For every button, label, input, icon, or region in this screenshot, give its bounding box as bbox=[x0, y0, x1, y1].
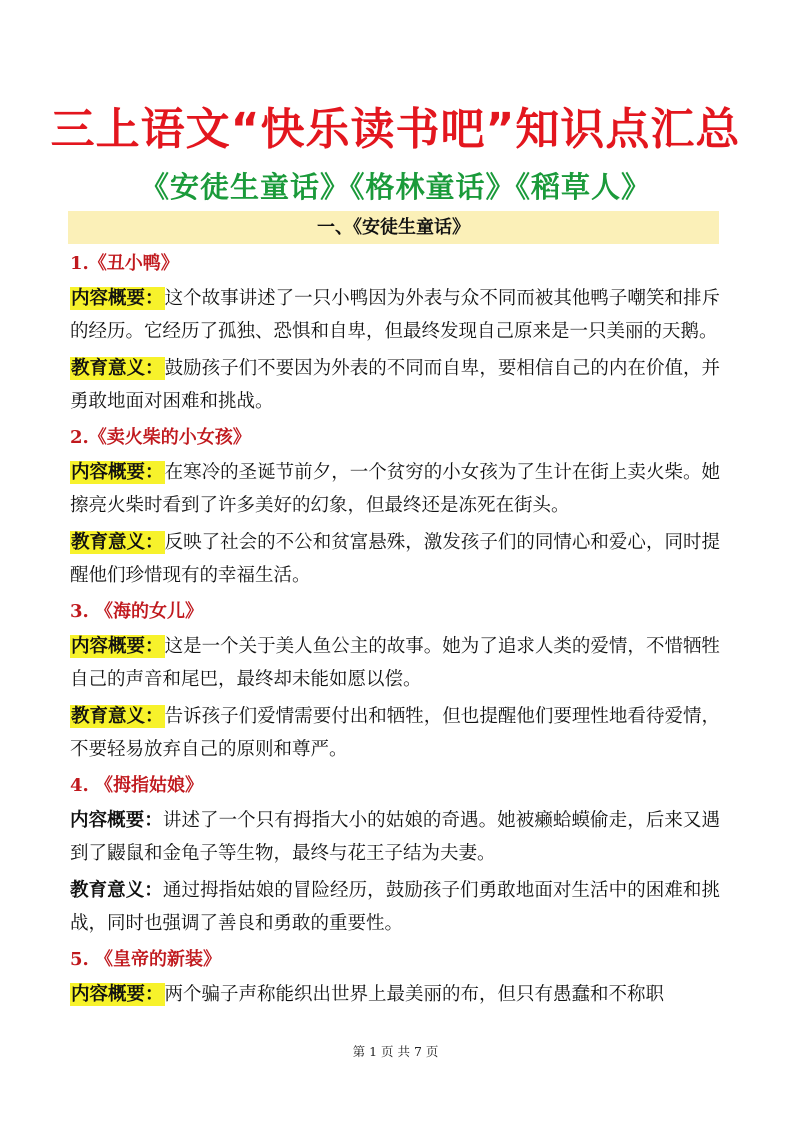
story-summary bbox=[70, 456, 720, 522]
story-title: 4. 《拇指姑娘》 bbox=[70, 775, 204, 796]
meaning-label: 教育意义： bbox=[71, 358, 164, 379]
summary-label: 内容概要： bbox=[70, 810, 163, 831]
meaning-text: 通过拇指姑娘的冒险经历，鼓励孩子们勇敢地面对生活中的困难和挑战，同时也强调了善良和勇敢的重要性。 bbox=[70, 880, 720, 934]
story-meaning bbox=[70, 700, 720, 766]
story-title: 2.《卖火柴的小女孩》 bbox=[70, 427, 251, 448]
summary-label: 内容概要： bbox=[71, 984, 164, 1005]
story-list bbox=[70, 246, 720, 1015]
meaning-text: 鼓励孩子们不要因为外表的不同而自卑，要相信自己的内在价值，并勇敢地面对困难和挑战。 bbox=[70, 358, 720, 412]
story-meaning bbox=[70, 352, 720, 418]
meaning-text: 告诉孩子们爱情需要付出和牺牲，但也提醒他们要理性地看待爱情，不要轻易放弃自己的原则和尊严。 bbox=[70, 706, 720, 760]
section-header bbox=[68, 211, 719, 244]
story-title: 5. 《皇帝的新装》 bbox=[70, 949, 222, 970]
summary-text: 两个骗子声称能织出世界上最美丽的布，但只有愚蠢和不称职 bbox=[164, 984, 665, 1005]
section-title: 一、《安徒生童话》 bbox=[317, 217, 470, 238]
summary-text: 这是一个关于美人鱼公主的故事。她为了追求人类的爱情，不惜牺牲自己的声音和尾巴，最终却未能如愿以偿。 bbox=[70, 636, 720, 690]
story-title: 3. 《海的女儿》 bbox=[70, 601, 204, 622]
story-summary bbox=[70, 282, 720, 348]
meaning-label: 教育意义： bbox=[71, 706, 164, 727]
story-summary bbox=[70, 978, 720, 1011]
story-summary bbox=[70, 630, 720, 696]
story-meaning bbox=[70, 874, 720, 940]
meaning-text: 反映了社会的不公和贫富悬殊，激发孩子们的同情心和爱心，同时提醒他们珍惜现有的幸福生活。 bbox=[70, 532, 720, 586]
summary-text: 讲述了一个只有拇指大小的姑娘的奇遇。她被癞蛤蟆偷走，后来又遇到了鼹鼠和金龟子等生物，最终与花王子结为夫妻。 bbox=[70, 810, 720, 864]
story-meaning bbox=[70, 526, 720, 592]
story-summary bbox=[70, 804, 720, 870]
summary-label: 内容概要： bbox=[71, 288, 164, 309]
story-title: 1.《丑小鸭》 bbox=[70, 253, 179, 274]
summary-text: 在寒冷的圣诞节前夕，一个贫穷的小女孩为了生计在街上卖火柴。她擦亮火柴时看到了许多美好的幻象，但最终还是冻死在街头。 bbox=[70, 462, 720, 516]
meaning-label: 教育意义： bbox=[70, 880, 163, 901]
summary-label: 内容概要： bbox=[71, 636, 164, 657]
page-footer: 第 1 页 共 7 页 bbox=[352, 1044, 439, 1059]
summary-text: 这个故事讲述了一只小鸭因为外表与众不同而被其他鸭子嘲笑和排斥的经历。它经历了孤独、恐惧和自卑，但最终发现自己原来是一只美丽的天鹅。 bbox=[70, 288, 720, 342]
document-subtitle: 《安徒生童话》《格林童话》《稻草人》 bbox=[139, 170, 651, 204]
summary-label: 内容概要： bbox=[71, 462, 164, 483]
document-title: 三上语文“快乐读书吧”知识点汇总 bbox=[50, 104, 741, 155]
meaning-label: 教育意义： bbox=[71, 532, 164, 553]
